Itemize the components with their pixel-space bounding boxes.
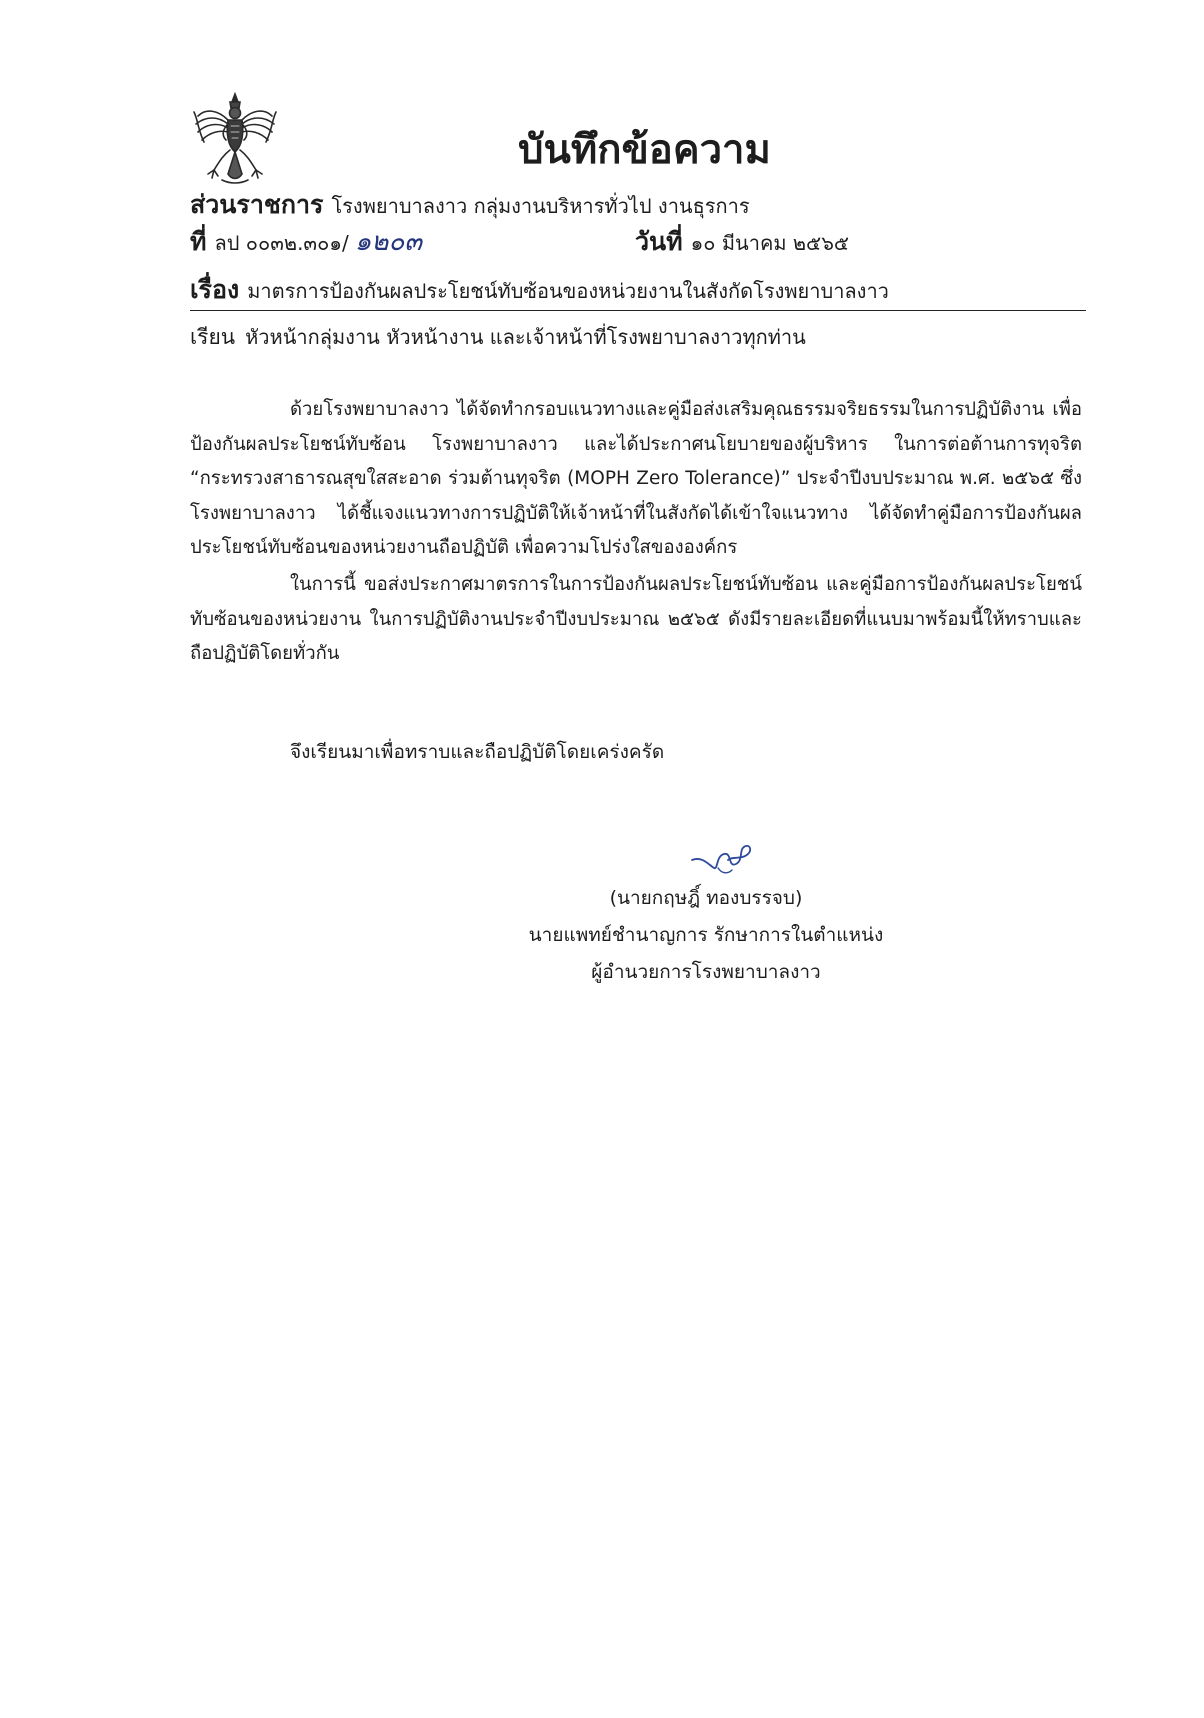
body-paragraph-2: ในการนี้ ขอส่งประกาศมาตรการในการป้องกันผลประโยชน์ทับซ้อน และคู่มือการป้องกันผลประโยชน์ทับซ้อนของหน่วยงาน ในการปฏิบัติงานประจำปีงบประมาณ ๒๕๖๕ ดังมีรายละเอียดที่แนบมาพร้อมนี้ให้ทราบและถือปฏิบัติโดยทั่วกัน (190, 574, 1082, 664)
reference-label: ที่ (190, 227, 207, 256)
subject-label: เรื่อง (190, 275, 240, 304)
reference-row (190, 225, 422, 260)
subject-value: มาตรการป้องกันผลประโยชน์ทับซ้อนของหน่วยงานในสังกัดโรงพยาบาลงาว (247, 279, 889, 303)
date-label: วันที่ (635, 227, 683, 256)
agency-row (190, 188, 750, 223)
reference-handwritten-number: ๑๒๐๓ (354, 227, 423, 257)
agency-value: โรงพยาบาลงาว กลุ่มงานบริหารทั่วไป งานธุรการ (331, 194, 750, 218)
date-value: ๑๐ มีนาคม ๒๕๖๕ (690, 231, 850, 255)
signature-icon (688, 838, 758, 878)
reference-number: ลป ๐๐๓๒.๓๐๑/ (214, 231, 349, 255)
salutation-row (190, 320, 806, 354)
closing-text: จึงเรียนมาเพื่อทราบและถือปฏิบัติโดยเคร่งครัด (290, 741, 665, 763)
salutation-value: หัวหน้ากลุ่มงาน หัวหน้างาน และเจ้าหน้าที่โรงพยาบาลงาวทุกท่าน (245, 325, 806, 349)
signer-block (516, 880, 896, 991)
body-paragraph-1: ด้วยโรงพยาบาลงาว ได้จัดทำกรอบแนวทางและคู่มือส่งเสริมคุณธรรมจริยธรรมในการปฏิบัติงาน เพื่อป้องกันผลประโยชน์ทับซ้อน โรงพยาบาลงาว และได้ประกาศนโยบายของผู้บริหาร ในการต่อต้านการทุจริต “กระทรวงสาธารณสุขใสสะอาด ร่วมต้านทุจริต (MOPH Zero Tolerance)” ประจำปีงบประมาณ พ.ศ. ๒๕๖๕ ซึ่ง โรงพยาบาลงาว ได้ชี้แจงแนวทางการปฏิบัติให้เจ้าหน้าที่ในสังกัดได้เข้าใจแนวทาง ได้จัดทำคู่มือการป้องกันผลประโยชน์ทับซ้อนของหน่วยงานถือปฏิบัติ เพื่อความโปร่งใสขององค์กร (190, 399, 1082, 558)
document-title: บันทึกข้อความ (518, 127, 771, 173)
agency-label: ส่วนราชการ (190, 190, 324, 219)
signer-title: ผู้อำนวยการโรงพยาบาลงาว (591, 961, 821, 983)
header-divider (190, 310, 1086, 311)
subject-row (190, 273, 889, 308)
signer-name: (นายกฤษฎิ์ ทองบรรจบ) (609, 887, 803, 909)
salutation-label: เรียน (190, 325, 236, 349)
signer-position: นายแพทย์ชำนาญการ รักษาการในตำแหน่ง (528, 924, 884, 946)
date-row (635, 225, 849, 260)
